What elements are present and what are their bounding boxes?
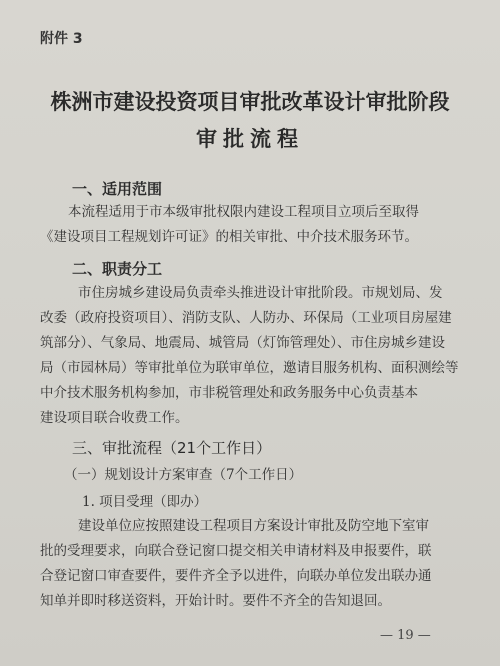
section-3-line: 知单并即时移送资料，开始计时。要件不齐全的告知退回。	[40, 593, 391, 609]
section-1-line: 本流程适用于市本级审批权限内建设工程项目立项后至取得	[68, 204, 419, 220]
section-3-line: 合登记窗口审查要件，要件齐全予以进件，向联办单位发出联办通	[40, 568, 432, 584]
section-3-subheading: （一）规划设计方案审查（7个工作日）	[64, 467, 303, 483]
section-3-paragraph	[40, 514, 460, 614]
section-1-line: 《建设项目工程规划许可证》的相关审批、中介技术服务环节。	[40, 229, 418, 245]
section-2-line: 市住房城乡建设局负责牵头推进设计审批阶段。市规划局、发	[78, 285, 443, 301]
section-3-heading: 三、审批流程（21个工作日）	[72, 439, 272, 457]
attachment-label: 附件 3	[40, 31, 83, 47]
section-2-paragraph	[40, 281, 460, 431]
page-number: — 19 —	[380, 628, 431, 643]
section-2-heading: 二、职责分工	[72, 260, 163, 278]
section-1-paragraph	[40, 200, 460, 250]
section-2-line: 建设项目联合收费工作。	[40, 410, 189, 426]
document-title-line-1: 株洲市建设投资项目审批改革设计审批阶段	[50, 89, 450, 114]
section-2-line: 局（市园林局）等审批单位为联审单位，邀请目服务机构、面积测绘等	[40, 360, 459, 376]
document-title-line-2: 审批流程	[196, 126, 304, 151]
section-1-heading: 一、适用范围	[72, 180, 163, 198]
section-3-line: 批的受理要求，向联合登记窗口提交相关申请材料及申报要件，联	[40, 543, 432, 559]
section-2-line: 中介技术服务机构参加，市非税管理处和政务服务中心负责基本	[40, 385, 418, 401]
section-2-line: 筑部分）、气象局、地震局、城管局（灯饰管理处）、市住房城乡建设	[40, 335, 445, 351]
section-3-item-heading: 1. 项目受理（即办）	[82, 494, 208, 510]
section-2-line: 改委（政府投资项目）、消防支队、人防办、环保局（工业项目房屋建	[40, 310, 452, 326]
section-3-line: 建设单位应按照建设工程项目方案设计审批及防空地下室审	[78, 518, 429, 534]
